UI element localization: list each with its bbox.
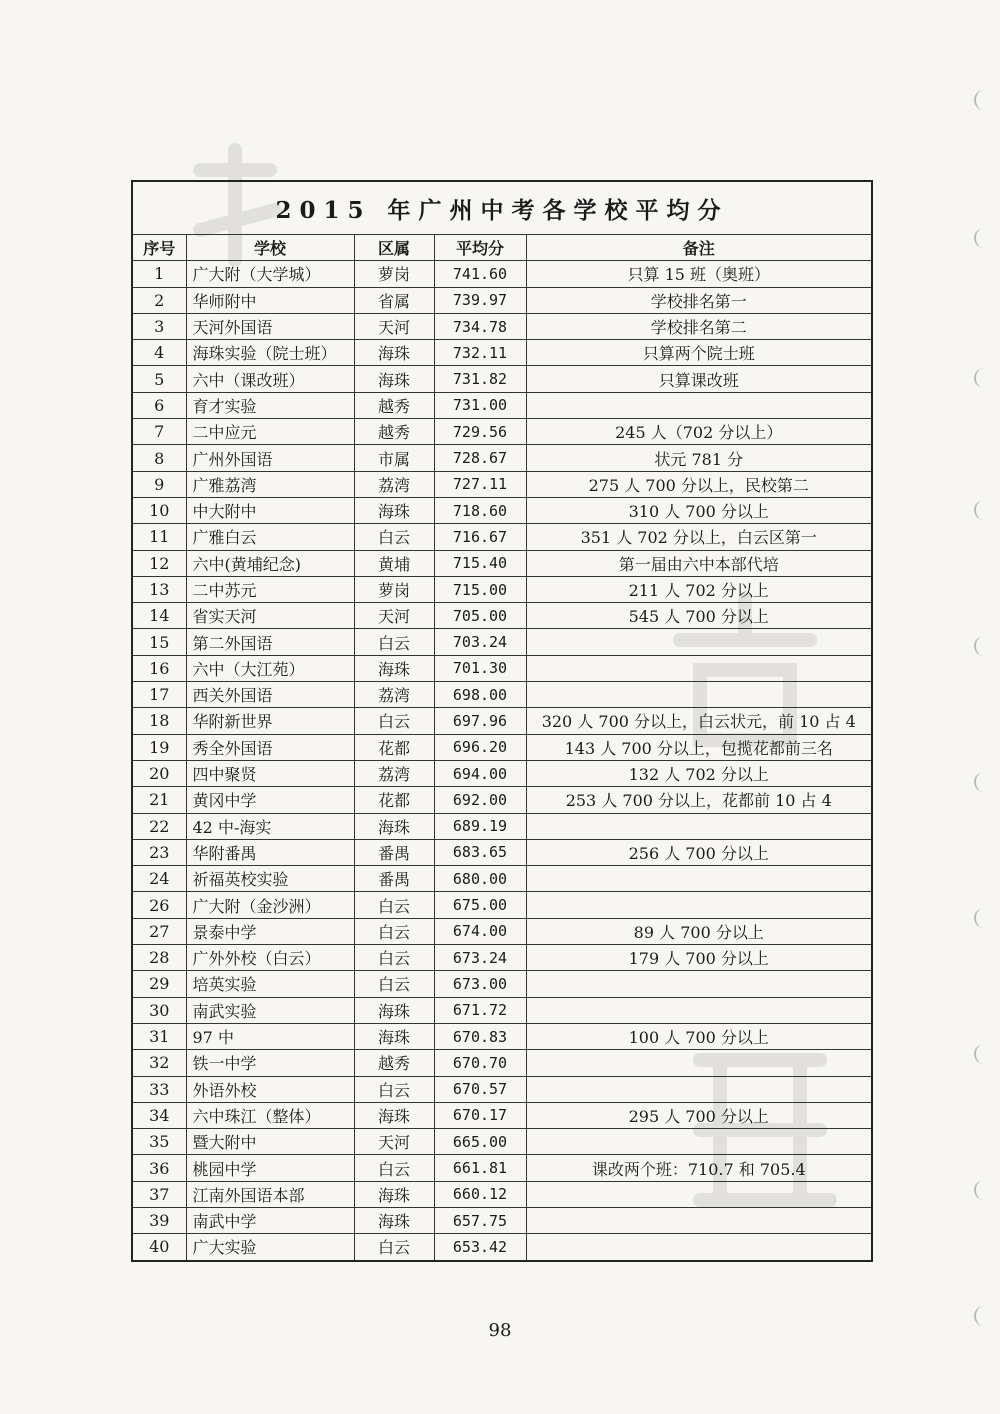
table-row <box>132 419 872 445</box>
school-name: 中大附中 <box>186 497 354 523</box>
school-name: 外语外校 <box>186 1076 354 1102</box>
row-index: 28 <box>132 945 186 971</box>
school-name: 祈福英校实验 <box>186 866 354 892</box>
page-number: 98 <box>488 1320 512 1341</box>
school-name: 华附番禺 <box>186 839 354 865</box>
note <box>526 892 872 918</box>
average-score: 703.24 <box>434 629 526 655</box>
school-name: 第二外国语 <box>186 629 354 655</box>
note <box>526 682 872 708</box>
note <box>526 866 872 892</box>
average-score: 701.30 <box>434 655 526 681</box>
table-body <box>132 261 872 1261</box>
district: 白云 <box>354 1234 434 1261</box>
table-row <box>132 340 872 366</box>
district: 海珠 <box>354 1207 434 1233</box>
note: 351 人 702 分以上，白云区第一 <box>526 524 872 550</box>
school-name: 广大附（金沙洲） <box>186 892 354 918</box>
school-name: 南武中学 <box>186 1207 354 1233</box>
school-name: 桃园中学 <box>186 1155 354 1181</box>
district: 萝岗 <box>354 576 434 602</box>
row-index: 29 <box>132 971 186 997</box>
table-row <box>132 261 872 287</box>
table-title: 2015 年广州中考各学校平均分 <box>132 181 872 235</box>
table-row <box>132 1207 872 1233</box>
note: 100 人 700 分以上 <box>526 1023 872 1049</box>
district: 海珠 <box>354 340 434 366</box>
note: 只算两个院士班 <box>526 340 872 366</box>
row-index: 22 <box>132 813 186 839</box>
header-row <box>132 235 872 261</box>
school-name: 二中苏元 <box>186 576 354 602</box>
district: 白云 <box>354 918 434 944</box>
row-index: 34 <box>132 1102 186 1128</box>
table-row <box>132 471 872 497</box>
district: 白云 <box>354 892 434 918</box>
row-index: 21 <box>132 787 186 813</box>
school-name: 暨大附中 <box>186 1129 354 1155</box>
school-name: 六中（大江苑） <box>186 655 354 681</box>
row-index: 24 <box>132 866 186 892</box>
average-score: 734.78 <box>434 313 526 339</box>
school-name: 广州外国语 <box>186 445 354 471</box>
district: 番禺 <box>354 839 434 865</box>
table-row <box>132 1234 872 1261</box>
average-score: 718.60 <box>434 497 526 523</box>
average-score: 716.67 <box>434 524 526 550</box>
note <box>526 1050 872 1076</box>
row-index: 11 <box>132 524 186 550</box>
note <box>526 392 872 418</box>
row-index: 30 <box>132 997 186 1023</box>
row-index: 32 <box>132 1050 186 1076</box>
note <box>526 1234 872 1261</box>
table-row <box>132 708 872 734</box>
table-row <box>132 945 872 971</box>
district: 荔湾 <box>354 471 434 497</box>
school-name: 97 中 <box>186 1023 354 1049</box>
row-index: 23 <box>132 839 186 865</box>
score-table-container <box>131 180 871 1262</box>
district: 海珠 <box>354 1102 434 1128</box>
district: 白云 <box>354 629 434 655</box>
average-score: 660.12 <box>434 1181 526 1207</box>
average-score: 671.72 <box>434 997 526 1023</box>
school-name: 培英实验 <box>186 971 354 997</box>
average-score: 696.20 <box>434 734 526 760</box>
row-index: 5 <box>132 366 186 392</box>
row-index: 13 <box>132 576 186 602</box>
average-score: 705.00 <box>434 603 526 629</box>
average-score: 661.81 <box>434 1155 526 1181</box>
school-name: 秀全外国语 <box>186 734 354 760</box>
table-row <box>132 287 872 313</box>
row-index: 27 <box>132 918 186 944</box>
header-index: 序号 <box>132 235 186 261</box>
row-index: 16 <box>132 655 186 681</box>
school-name: 二中应元 <box>186 419 354 445</box>
note: 132 人 702 分以上 <box>526 760 872 786</box>
table-row <box>132 866 872 892</box>
header-average: 平均分 <box>434 235 526 261</box>
table-row <box>132 445 872 471</box>
school-name: 广大实验 <box>186 1234 354 1261</box>
row-index: 26 <box>132 892 186 918</box>
table-row <box>132 997 872 1023</box>
district: 天河 <box>354 313 434 339</box>
row-index: 3 <box>132 313 186 339</box>
table-row <box>132 682 872 708</box>
note: 320 人 700 分以上，白云状元，前 10 占 4 <box>526 708 872 734</box>
average-score: 698.00 <box>434 682 526 708</box>
row-index: 35 <box>132 1129 186 1155</box>
table-row <box>132 760 872 786</box>
district: 海珠 <box>354 1023 434 1049</box>
district: 白云 <box>354 1076 434 1102</box>
average-score: 715.40 <box>434 550 526 576</box>
district: 萝岗 <box>354 261 434 287</box>
table-row <box>132 1023 872 1049</box>
note: 只算课改班 <box>526 366 872 392</box>
table-row <box>132 787 872 813</box>
district: 白云 <box>354 708 434 734</box>
district: 越秀 <box>354 419 434 445</box>
note: 学校排名第一 <box>526 287 872 313</box>
note: 只算 15 班（奥班） <box>526 261 872 287</box>
average-score: 727.11 <box>434 471 526 497</box>
row-index: 6 <box>132 392 186 418</box>
note: 143 人 700 分以上，包揽花都前三名 <box>526 734 872 760</box>
average-score: 728.67 <box>434 445 526 471</box>
table-row <box>132 839 872 865</box>
row-index: 2 <box>132 287 186 313</box>
school-name: 广雅荔湾 <box>186 471 354 497</box>
district: 天河 <box>354 1129 434 1155</box>
average-score: 657.75 <box>434 1207 526 1233</box>
table-row <box>132 1155 872 1181</box>
school-name: 六中（课改班） <box>186 366 354 392</box>
row-index: 19 <box>132 734 186 760</box>
note: 256 人 700 分以上 <box>526 839 872 865</box>
average-score: 670.70 <box>434 1050 526 1076</box>
district: 荔湾 <box>354 682 434 708</box>
district: 天河 <box>354 603 434 629</box>
average-score: 692.00 <box>434 787 526 813</box>
school-name: 海珠实验（院士班） <box>186 340 354 366</box>
table-row <box>132 313 872 339</box>
row-index: 36 <box>132 1155 186 1181</box>
average-score: 680.00 <box>434 866 526 892</box>
district: 海珠 <box>354 497 434 523</box>
school-name: 天河外国语 <box>186 313 354 339</box>
table-row <box>132 576 872 602</box>
school-name: 西关外国语 <box>186 682 354 708</box>
average-score: 673.24 <box>434 945 526 971</box>
district: 荔湾 <box>354 760 434 786</box>
score-table <box>131 180 873 1262</box>
row-index: 31 <box>132 1023 186 1049</box>
average-score: 670.83 <box>434 1023 526 1049</box>
note <box>526 997 872 1023</box>
school-name: 南武实验 <box>186 997 354 1023</box>
table-row <box>132 524 872 550</box>
average-score: 670.17 <box>434 1102 526 1128</box>
average-score: 731.00 <box>434 392 526 418</box>
average-score: 689.19 <box>434 813 526 839</box>
table-row <box>132 971 872 997</box>
note <box>526 971 872 997</box>
row-index: 14 <box>132 603 186 629</box>
table-row <box>132 655 872 681</box>
district: 海珠 <box>354 813 434 839</box>
district: 白云 <box>354 945 434 971</box>
district: 海珠 <box>354 366 434 392</box>
note: 245 人（702 分以上） <box>526 419 872 445</box>
average-score: 731.82 <box>434 366 526 392</box>
average-score: 674.00 <box>434 918 526 944</box>
school-name: 42 中-海实 <box>186 813 354 839</box>
district: 白云 <box>354 971 434 997</box>
average-score: 673.00 <box>434 971 526 997</box>
table-row <box>132 497 872 523</box>
table-row <box>132 1102 872 1128</box>
note: 学校排名第二 <box>526 313 872 339</box>
row-index: 12 <box>132 550 186 576</box>
note: 310 人 700 分以上 <box>526 497 872 523</box>
school-name: 江南外国语本部 <box>186 1181 354 1207</box>
average-score: 741.60 <box>434 261 526 287</box>
note <box>526 1129 872 1155</box>
row-index: 8 <box>132 445 186 471</box>
note: 295 人 700 分以上 <box>526 1102 872 1128</box>
row-index: 18 <box>132 708 186 734</box>
note <box>526 1181 872 1207</box>
average-score: 670.57 <box>434 1076 526 1102</box>
school-name: 四中聚贤 <box>186 760 354 786</box>
school-name: 省实天河 <box>186 603 354 629</box>
header-school: 学校 <box>186 235 354 261</box>
school-name: 育才实验 <box>186 392 354 418</box>
table-row <box>132 918 872 944</box>
district: 越秀 <box>354 392 434 418</box>
row-index: 7 <box>132 419 186 445</box>
row-index: 10 <box>132 497 186 523</box>
table-row <box>132 1050 872 1076</box>
average-score: 653.42 <box>434 1234 526 1261</box>
row-index: 37 <box>132 1181 186 1207</box>
average-score: 697.96 <box>434 708 526 734</box>
header-district: 区属 <box>354 235 434 261</box>
district: 黄埔 <box>354 550 434 576</box>
average-score: 739.97 <box>434 287 526 313</box>
note <box>526 813 872 839</box>
school-name: 六中珠江（整体） <box>186 1102 354 1128</box>
district: 海珠 <box>354 655 434 681</box>
table-row <box>132 392 872 418</box>
school-name: 铁一中学 <box>186 1050 354 1076</box>
note <box>526 629 872 655</box>
district: 省属 <box>354 287 434 313</box>
average-score: 715.00 <box>434 576 526 602</box>
table-row <box>132 603 872 629</box>
average-score: 732.11 <box>434 340 526 366</box>
note: 89 人 700 分以上 <box>526 918 872 944</box>
school-name: 广雅白云 <box>186 524 354 550</box>
note: 275 人 700 分以上，民校第二 <box>526 471 872 497</box>
district: 花都 <box>354 734 434 760</box>
table-row <box>132 1181 872 1207</box>
school-name: 六中(黄埔纪念) <box>186 550 354 576</box>
school-name: 华师附中 <box>186 287 354 313</box>
average-score: 694.00 <box>434 760 526 786</box>
district: 白云 <box>354 1155 434 1181</box>
note: 课改两个班：710.7 和 705.4 <box>526 1155 872 1181</box>
header-notes: 备注 <box>526 235 872 261</box>
district: 海珠 <box>354 1181 434 1207</box>
row-index: 20 <box>132 760 186 786</box>
row-index: 9 <box>132 471 186 497</box>
school-name: 华附新世界 <box>186 708 354 734</box>
note <box>526 655 872 681</box>
average-score: 675.00 <box>434 892 526 918</box>
row-index: 4 <box>132 340 186 366</box>
district: 番禺 <box>354 866 434 892</box>
average-score: 683.65 <box>434 839 526 865</box>
district: 市属 <box>354 445 434 471</box>
note <box>526 1076 872 1102</box>
table-row <box>132 813 872 839</box>
school-name: 景泰中学 <box>186 918 354 944</box>
row-index: 15 <box>132 629 186 655</box>
table-row <box>132 550 872 576</box>
district: 白云 <box>354 524 434 550</box>
row-index: 17 <box>132 682 186 708</box>
note: 179 人 700 分以上 <box>526 945 872 971</box>
note: 545 人 700 分以上 <box>526 603 872 629</box>
row-index: 39 <box>132 1207 186 1233</box>
note: 第一届由六中本部代培 <box>526 550 872 576</box>
district: 越秀 <box>354 1050 434 1076</box>
average-score: 729.56 <box>434 419 526 445</box>
note: 状元 781 分 <box>526 445 872 471</box>
table-row <box>132 1129 872 1155</box>
table-row <box>132 366 872 392</box>
row-index: 33 <box>132 1076 186 1102</box>
school-name: 广外外校（白云） <box>186 945 354 971</box>
table-row <box>132 629 872 655</box>
school-name: 黄冈中学 <box>186 787 354 813</box>
table-row <box>132 1076 872 1102</box>
table-row <box>132 892 872 918</box>
average-score: 665.00 <box>434 1129 526 1155</box>
row-index: 40 <box>132 1234 186 1261</box>
row-index: 1 <box>132 261 186 287</box>
table-row <box>132 734 872 760</box>
district: 花都 <box>354 787 434 813</box>
note: 211 人 702 分以上 <box>526 576 872 602</box>
note <box>526 1207 872 1233</box>
note: 253 人 700 分以上，花都前 10 占 4 <box>526 787 872 813</box>
school-name: 广大附（大学城） <box>186 261 354 287</box>
district: 海珠 <box>354 997 434 1023</box>
